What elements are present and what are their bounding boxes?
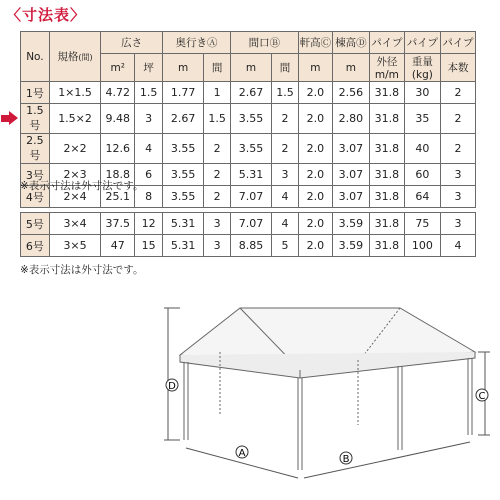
cell-kg: 60 [404, 164, 440, 186]
cell-wm: 2.67 [230, 82, 271, 104]
cell-wk: 2 [272, 134, 299, 164]
cell-eave: 2.0 [298, 82, 332, 104]
header-eave: 軒高Ⓒ [298, 32, 332, 54]
cell-wm: 7.07 [230, 186, 271, 208]
cell-spec: 2×4 [49, 186, 100, 208]
cell-kg: 75 [404, 213, 440, 235]
cell-spec: 2×2 [49, 134, 100, 164]
cell-cnt: 4 [440, 235, 475, 257]
cell-tsubo: 12 [135, 213, 163, 235]
cell-no: 2.5号 [21, 134, 50, 164]
cell-dk: 2 [204, 134, 231, 164]
cell-dk: 2 [204, 186, 231, 208]
cell-eave: 2.0 [298, 186, 332, 208]
unit-width-ken: 間 [272, 54, 299, 82]
cell-no: 1号 [21, 82, 50, 104]
cell-m2: 37.5 [101, 213, 135, 235]
cell-wk: 4 [272, 213, 299, 235]
cell-ridge: 2.80 [332, 104, 369, 134]
header-ridge: 棟高Ⓓ [332, 32, 369, 54]
cell-m2: 18.8 [101, 164, 135, 186]
cell-od: 31.8 [369, 235, 404, 257]
cell-dm: 1.77 [163, 82, 204, 104]
unit-weight: 重量(kg) [404, 54, 440, 82]
dimension-d-label: D [168, 381, 176, 392]
cell-kg: 64 [404, 186, 440, 208]
cell-eave: 2.0 [298, 164, 332, 186]
header-pipe-weight: パイプ [404, 32, 440, 54]
unit-width-m: m [230, 54, 271, 82]
header-depth: 奥行きⒶ [163, 32, 231, 54]
cell-dk: 1 [204, 82, 231, 104]
unit-m2: m² [101, 54, 135, 82]
cell-no: 1.5号 [21, 104, 50, 134]
cell-dm: 3.55 [163, 164, 204, 186]
unit-ridge-m: m [332, 54, 369, 82]
spec-table-large [20, 212, 476, 257]
table-row [21, 104, 476, 134]
cell-dm: 5.31 [163, 235, 204, 257]
cell-wk: 2 [272, 104, 299, 134]
cell-spec: 3×5 [49, 235, 100, 257]
cell-tsubo: 6 [135, 164, 163, 186]
cell-od: 31.8 [369, 104, 404, 134]
cell-wk: 4 [272, 186, 299, 208]
header-pipe-od: パイプ [369, 32, 404, 54]
unit-depth-ken: 間 [204, 54, 231, 82]
header-pipe-count: パイプ [440, 32, 475, 54]
cell-od: 31.8 [369, 213, 404, 235]
cell-tsubo: 8 [135, 186, 163, 208]
cell-ridge: 3.07 [332, 164, 369, 186]
tent-dimension-diagram [160, 300, 490, 490]
cell-wk: 3 [272, 164, 299, 186]
cell-od: 31.8 [369, 82, 404, 104]
cell-kg: 35 [404, 104, 440, 134]
cell-cnt: 3 [440, 164, 475, 186]
cell-wm: 3.55 [230, 104, 271, 134]
cell-kg: 100 [404, 235, 440, 257]
cell-cnt: 3 [440, 186, 475, 208]
unit-count: 本数 [440, 54, 475, 82]
cell-wk: 1.5 [272, 82, 299, 104]
cell-cnt: 2 [440, 104, 475, 134]
cell-m2: 12.6 [101, 134, 135, 164]
cell-spec: 3×4 [49, 213, 100, 235]
cell-no: 3号 [21, 164, 50, 186]
cell-m2: 47 [101, 235, 135, 257]
header-no: No. [21, 32, 50, 82]
table-row [21, 235, 476, 257]
page-title: 〈寸法表〉 [6, 6, 87, 24]
cell-dm: 5.31 [163, 213, 204, 235]
cell-m2: 25.1 [101, 186, 135, 208]
cell-no: 6号 [21, 235, 50, 257]
cell-dk: 3 [204, 235, 231, 257]
cell-tsubo: 1.5 [135, 82, 163, 104]
cell-dk: 2 [204, 164, 231, 186]
header-area: 広さ [101, 32, 163, 54]
dimension-b-label: B [342, 454, 350, 465]
cell-no: 5号 [21, 213, 50, 235]
cell-ridge: 3.07 [332, 186, 369, 208]
right-arrow-icon [1, 115, 9, 122]
cell-spec: 1×1.5 [49, 82, 100, 104]
cell-eave: 2.0 [298, 213, 332, 235]
cell-kg: 30 [404, 82, 440, 104]
cell-wm: 8.85 [230, 235, 271, 257]
cell-kg: 40 [404, 134, 440, 164]
cell-od: 31.8 [369, 186, 404, 208]
table-row [21, 82, 476, 104]
table-row [21, 213, 476, 235]
dimension-c-label: C [478, 391, 486, 402]
cell-wm: 5.31 [230, 164, 271, 186]
cell-eave: 2.0 [298, 104, 332, 134]
cell-spec: 2×3 [49, 164, 100, 186]
cell-spec: 1.5×2 [49, 104, 100, 134]
cell-dm: 3.55 [163, 134, 204, 164]
cell-tsubo: 3 [135, 104, 163, 134]
cell-no: 4号 [21, 186, 50, 208]
cell-m2: 4.72 [101, 82, 135, 104]
unit-depth-m: m [163, 54, 204, 82]
header-spec: 規格(間) [49, 32, 100, 82]
cell-ridge: 3.59 [332, 235, 369, 257]
unit-tsubo: 坪 [135, 54, 163, 82]
right-arrow-icon-head [9, 111, 18, 125]
cell-cnt: 2 [440, 82, 475, 104]
cell-dk: 1.5 [204, 104, 231, 134]
cell-wm: 7.07 [230, 213, 271, 235]
cell-ridge: 2.56 [332, 82, 369, 104]
cell-dk: 3 [204, 213, 231, 235]
cell-tsubo: 15 [135, 235, 163, 257]
dimension-a-label: A [238, 448, 246, 459]
cell-eave: 2.0 [298, 134, 332, 164]
cell-cnt: 3 [440, 213, 475, 235]
table-note-1: ※表示寸法は外寸法です。 [20, 180, 144, 192]
header-width: 間口Ⓑ [230, 32, 298, 54]
cell-tsubo: 4 [135, 134, 163, 164]
cell-ridge: 3.59 [332, 213, 369, 235]
cell-dm: 3.55 [163, 186, 204, 208]
unit-outer: 外径m/m [369, 54, 404, 82]
table-note-2: ※表示寸法は外寸法です。 [20, 264, 144, 276]
cell-od: 31.8 [369, 134, 404, 164]
cell-wm: 3.55 [230, 134, 271, 164]
cell-dm: 2.67 [163, 104, 204, 134]
cell-eave: 2.0 [298, 235, 332, 257]
table-row [21, 134, 476, 164]
cell-od: 31.8 [369, 164, 404, 186]
cell-m2: 9.48 [101, 104, 135, 134]
cell-cnt: 2 [440, 134, 475, 164]
cell-wk: 5 [272, 235, 299, 257]
cell-ridge: 3.07 [332, 134, 369, 164]
unit-eave-m: m [298, 54, 332, 82]
